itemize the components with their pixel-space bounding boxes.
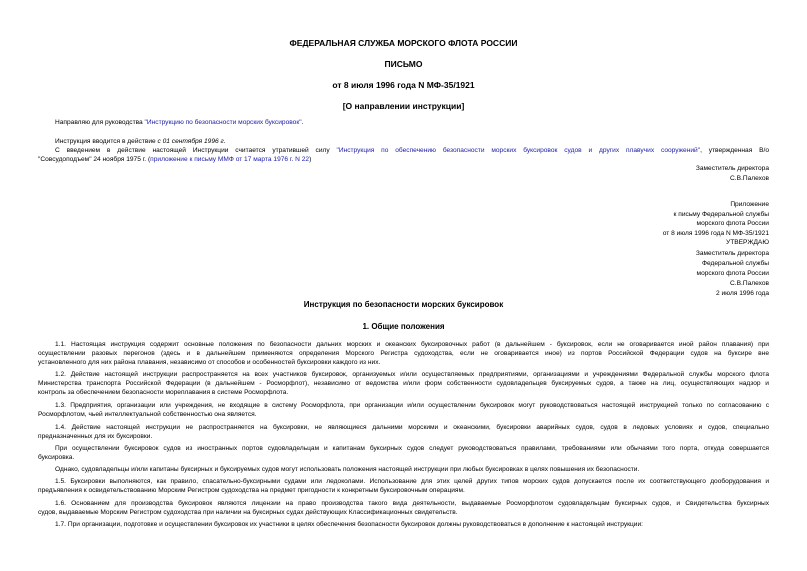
agency-title: ФЕДЕРАЛЬНАЯ СЛУЖБА МОРСКОГО ФЛОТА РОССИИ: [289, 38, 518, 48]
appendix-line: Федеральной службы: [701, 259, 769, 267]
document-page: ФЕДЕРАЛЬНАЯ СЛУЖБА МОРСКОГО ФЛОТА РОССИИ ПИСЬМО от 8 июля 1996 года N МФ-35/1921 [О направлении инструкции] Направляю для руководства "Инструкцию по безопасности морских буксировок". Инструкция вводится в действие с 01 сентября 1996 г. С введением в действие настоящей Инструкции считается утратившей силу "Инструкция по обеспечению безопасности морских буксировок судов и других плавучих сооружений", утвержденная В/о "Совсудоподъем" 24 ноября 1975 г. (приложение к письму ММФ от 17 марта 1976 г. N 22) Заместитель директора С.В.Палехов Приложение к письму Федеральной службы морского флота России от 8 июля 1996 года N МФ-35/1921 УТВЕРЖДАЮ Заместитель директора Федеральной службы морского флота России С.В.Палехов 2 июля 1996 года Инструкция по безопасности морских буксировок 1. Общие положения 1.1. Настоящая инструкция содержит основные положения по безопасности дальних морских и океанских буксировочных работ (в дальнейшем - буксировок, если не оговаривается иной район плавания) при осуществлении разовых перегонов (здесь и в дальнейшем применяются определения Морского Регистра судоходства, если не оговаривается иное) из портов Российской Федерации судов на буксире вне установленного для них района плавания, независимо от способов и особенностей буксировки каждого из них. 1.2. Действие настоящей инструкции распространяется на всех участников буксировок, организуемых и/или осуществляемых предприятиями, организациями и учреждениями Федеральной службы морского флота Министерства транспорта Российской Федерации (в дальнейшем - Росморфлот), независимо от ведомства и/или форм собственности судовладельцев буксируемых судов, а также на лиц, осуществляющих надзор и контроль за обеспечением безопасности мореплавания в системе Росморфлота. 1.3. Предприятия, организации или учреждения, не входящие в систему Росморфлота, при организации и/или осуществлении буксировок могут руководствоваться настоящей инструкцией только по согласованию с Росморфлотом, чьей интеллектуальной собственностью она является. 1.4. Действие настоящей инструкции не распространяется на буксировки, не являющиеся дальними морскими и океанскими, буксировки аварийных судов, судов в ледовых условиях и судов, специально предназначенных для их буксировки. При осуществлении буксировок судов из иностранных портов судовладельцам и капитанам буксирных судов следует руководствоваться правилами, требованиями или обычаями того порта, откуда совершается буксировка. Однако, судовладельцы и/или капитаны буксирных и буксируемых судов могут использовать положения настоящей инструкции при любых буксировках в целях повышения их безопасности. 1.5. Буксировки выполняются, как правило, спасательно-буксирными судами или ледоколами. Использование для этих целей других типов морских судов допускается после их соответствующего дооборудования и предъявления к освидетельствованию Морским Регистром судоходства на предмет пригодности к конкретным буксировочным операциям. 1.6. Основанием для производства буксировок являются лицензии на право производства такого вида деятельности, выдаваемые Росморфлотом судовладельцам буксирных судов, и Свидетельства буксирных судов, выдаваемые Морским Регистром судоходства при наличии на буксирных судах действующих Классификационных свидетельств. 1.7. При организации, подготовке и осуществлении буксировок их участники в целях обеспечения безопасности буксировок должны руководствоваться в дополнение к настоящей инструкции:: [0, 0, 807, 571]
intro-paragraph-3-line-1: С введением в действие настоящей Инструкции считается утратившей силу "Инструкция по обеспечению безопасности морских буксировок судов и других плавучих сооружений", утвержденная В/о: [55, 147, 769, 154]
document-type: ПИСЬМО: [384, 59, 423, 69]
appendix-line: морского флота России: [696, 269, 769, 277]
appendix-line: к письму Федеральной службы: [673, 210, 769, 218]
instruction-title: Инструкция по безопасности морских буксировок: [303, 300, 504, 309]
appendix-line: С.В.Палехов: [730, 279, 769, 287]
appendix-line: 2 июля 1996 года: [715, 289, 769, 297]
section-heading: 1. Общие положения: [362, 322, 445, 331]
signature-position: Заместитель директора: [695, 165, 769, 172]
instruction-link[interactable]: "Инструкцию по безопасности морских буксировок": [144, 119, 302, 126]
appendix-line: УТВЕРЖДАЮ: [726, 239, 769, 246]
intro-paragraph-3-line-2: "Совсудоподъем" 24 ноября 1975 г. (приложение к письму ММФ от 17 марта 1976 г. N 22): [38, 156, 312, 163]
intro-paragraph-1: Направляю для руководства "Инструкцию по безопасности морских буксировок".: [55, 119, 304, 126]
appendix-line: Приложение: [730, 201, 769, 208]
signature-name: С.В.Палехов: [730, 174, 769, 182]
document-date-number: от 8 июля 1996 года N МФ-35/1921: [332, 80, 475, 90]
mmf-letter-link[interactable]: приложение к письму ММФ от 17 марта 1976 г. N 22: [150, 156, 310, 163]
superseded-instruction-link[interactable]: "Инструкция по обеспечению безопасности морских буксировок судов и других плавучих сооружений": [336, 147, 701, 154]
appendix-line: морского флота России: [696, 220, 769, 227]
effective-date: с 01 сентября 1996 г.: [157, 138, 226, 145]
appendix-line: от 8 июля 1996 года N МФ-35/1921: [662, 229, 769, 237]
document-subject: [О направлении инструкции]: [342, 101, 465, 111]
intro-paragraph-2: Инструкция вводится в действие с 01 сентября 1996 г.: [55, 138, 226, 145]
appendix-line: Заместитель директора: [695, 249, 769, 257]
